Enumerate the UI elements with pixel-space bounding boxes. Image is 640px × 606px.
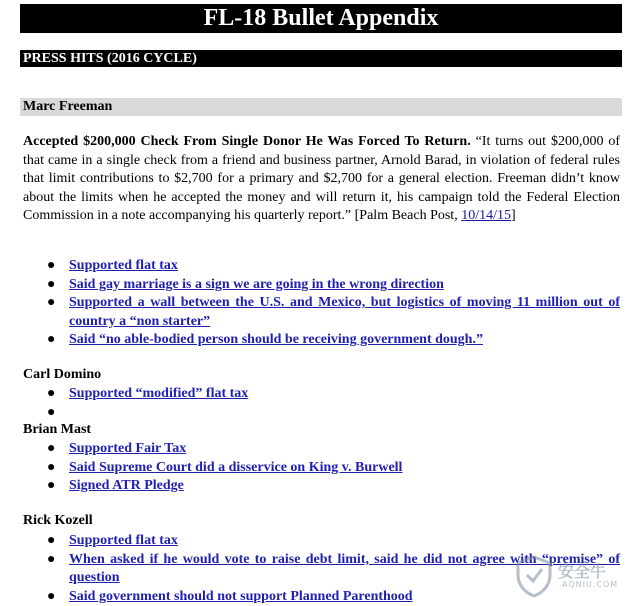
bullet-link[interactable]: Signed ATR Pledge	[69, 477, 620, 496]
document-title: FL-18 Bullet Appendix	[20, 4, 622, 33]
bullet-icon: ●	[47, 404, 55, 423]
source-link[interactable]: 10/14/15	[461, 208, 511, 223]
press-hit-body: “It turns out $200,000 of that came in a single check from a friend and business partner, Arnold Barad, in violation of federal rules that limit contributions to $2,700 for a primary and $2,700 for a general election. Freeman didn’t know about the limits when he accepted the money and will return it, his campaign told the Federal Election Commission in a note accompanying his quarterly report.” [Palm Beach Post,	[23, 134, 620, 223]
bullet-icon: ●	[47, 588, 55, 606]
bullet-link[interactable]: Said government should not support Planned Parenthood	[69, 588, 620, 606]
bullet-list-brian-mast	[0, 440, 620, 496]
watermark-subtext: AQNIU.COM	[562, 580, 618, 589]
candidate-heading-marc-freeman: Marc Freeman	[20, 98, 622, 116]
bullet-icon: ●	[47, 331, 55, 350]
bullet-link[interactable]: Supported “modified” flat tax	[69, 385, 620, 404]
bullet-link[interactable]: Supported Fair Tax	[69, 440, 620, 459]
bullet-icon: ●	[47, 276, 55, 295]
list-item	[0, 404, 620, 423]
watermark-text: 安全牛	[558, 559, 606, 582]
watermark	[514, 555, 632, 597]
bullet-icon: ●	[47, 385, 55, 404]
bullet-icon: ●	[47, 532, 55, 551]
press-hit-paragraph	[23, 133, 620, 226]
list-item	[0, 385, 620, 404]
bullet-icon: ●	[47, 551, 55, 570]
bullet-icon: ●	[47, 294, 55, 313]
list-item	[0, 532, 620, 551]
shield-icon	[514, 555, 554, 597]
bullet-link[interactable]: Supported a wall between the U.S. and Mexico, but logistics of moving 11 million out of country a “non starter”	[69, 294, 620, 331]
bullet-link[interactable]: Supported flat tax	[69, 257, 620, 276]
press-hit-headline: Accepted $200,000 Check From Single Donor He Was Forced To Return.	[23, 134, 471, 149]
list-item	[0, 459, 620, 478]
candidate-name-brian-mast: Brian Mast	[23, 421, 91, 439]
list-item	[0, 477, 620, 496]
bullet-list-marc-freeman	[0, 257, 620, 350]
bullet-link[interactable]: Said gay marriage is a sign we are going in the wrong direction	[69, 276, 620, 295]
list-item	[0, 294, 620, 331]
press-hit-body-end: ]	[511, 208, 516, 223]
list-item	[0, 331, 620, 350]
bullet-icon: ●	[47, 257, 55, 276]
list-item	[0, 276, 620, 295]
bullet-link[interactable]: Supported flat tax	[69, 532, 620, 551]
list-item	[0, 440, 620, 459]
candidate-name-rick-kozell: Rick Kozell	[23, 512, 93, 530]
bullet-icon: ●	[47, 477, 55, 496]
section-heading: PRESS HITS (2016 CYCLE)	[20, 50, 622, 67]
bullet-link[interactable]: When asked if he would vote to raise debt limit, said he did not agree with “premise” of question	[69, 551, 620, 588]
bullet-link[interactable]: Said “no able-bodied person should be receiving government dough.”	[69, 331, 620, 350]
bullet-icon: ●	[47, 440, 55, 459]
list-item	[0, 257, 620, 276]
candidate-name-carl-domino: Carl Domino	[23, 366, 101, 384]
bullet-icon: ●	[47, 459, 55, 478]
bullet-link[interactable]: Said Supreme Court did a disservice on King v. Burwell	[69, 459, 620, 478]
bullet-list-carl-domino	[0, 385, 620, 422]
